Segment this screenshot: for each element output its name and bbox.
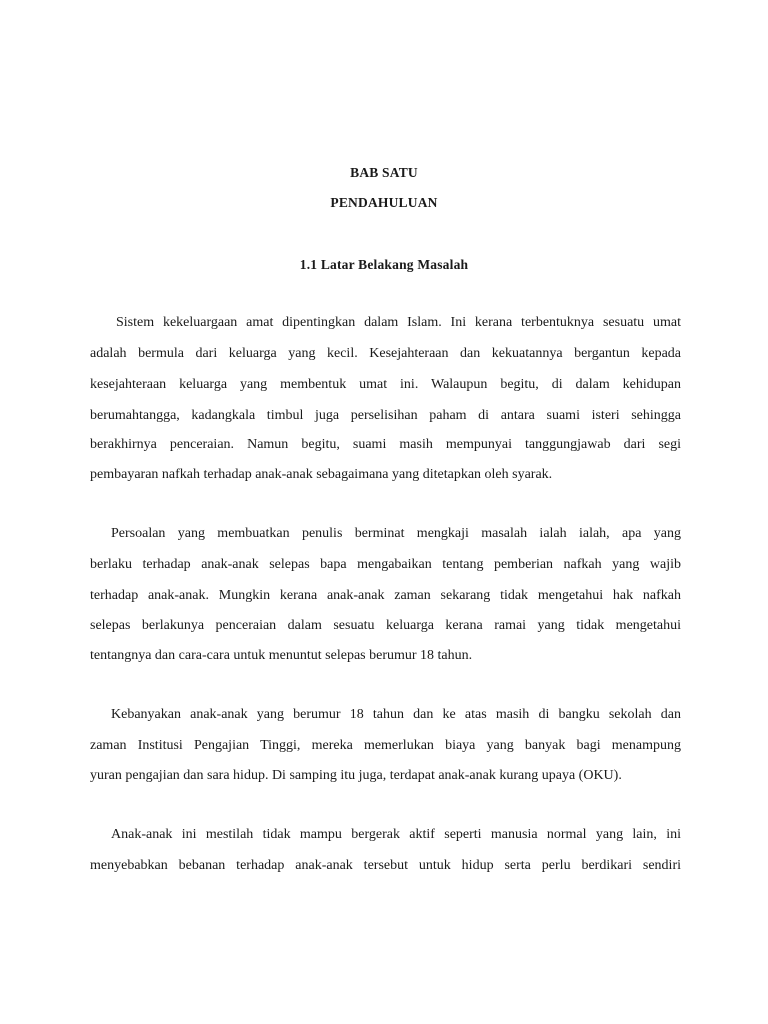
paragraph-line: pembayaran nafkah terhadap anak-anak sebagaimana yang ditetapkan oleh syarak. xyxy=(90,467,553,482)
chapter-label: BAB SATU xyxy=(350,165,418,180)
section-heading: 1.1 Latar Belakang Masalah xyxy=(299,257,469,272)
chapter-title: PENDAHULUAN xyxy=(330,195,438,210)
paragraph-line: terhadap anak-anak. Mungkin kerana anak-anak zaman sekarang tidak mengetahui hak nafkah xyxy=(90,588,681,603)
paragraph-line: Persoalan yang membuatkan penulis berminat mengkaji masalah ialah ialah, apa yang xyxy=(111,526,681,541)
paragraph-line: berakhirnya penceraian. Namun begitu, suami masih mempunyai tanggungjawab dari segi xyxy=(90,437,681,452)
paragraph-line: Kebanyakan anak-anak yang berumur 18 tahun dan ke atas masih di bangku sekolah dan xyxy=(111,707,681,722)
paragraph-line: adalah bermula dari keluarga yang kecil. Kesejahteraan dan kekuatannya bergantun kepada xyxy=(90,346,681,361)
paragraph-line: berlaku terhadap anak-anak selepas bapa mengabaikan tentang pemberian nafkah yang wajib xyxy=(90,557,681,572)
paragraph-line: kesejahteraan keluarga yang membentuk umat ini. Walaupun begitu, di dalam kehidupan xyxy=(90,377,681,392)
paragraph-line: selepas berlakunya penceraian dalam sesuatu keluarga kerana ramai yang tidak mengetahui xyxy=(90,618,681,633)
paragraph-line: Sistem kekeluargaan amat dipentingkan dalam Islam. Ini kerana terbentuknya sesuatu umat xyxy=(116,315,681,330)
paragraph-line: yuran pengajian dan sara hidup. Di samping itu juga, terdapat anak-anak kurang upaya (OKU). xyxy=(90,768,622,783)
paragraph-line: tentangnya dan cara-cara untuk menuntut selepas berumur 18 tahun. xyxy=(90,648,473,663)
paragraph-line: menyebabkan bebanan terhadap anak-anak tersebut untuk hidup serta perlu berdikari sendiri xyxy=(90,858,681,873)
paragraph-line: Anak-anak ini mestilah tidak mampu bergerak aktif seperti manusia normal yang lain, ini xyxy=(111,827,681,842)
paragraph-line: berumahtangga, kadangkala timbul juga perselisihan paham di antara suami isteri sehingga xyxy=(90,408,681,423)
paragraph-line: zaman Institusi Pengajian Tinggi, mereka memerlukan biaya yang banyak bagi menampung xyxy=(90,738,681,753)
